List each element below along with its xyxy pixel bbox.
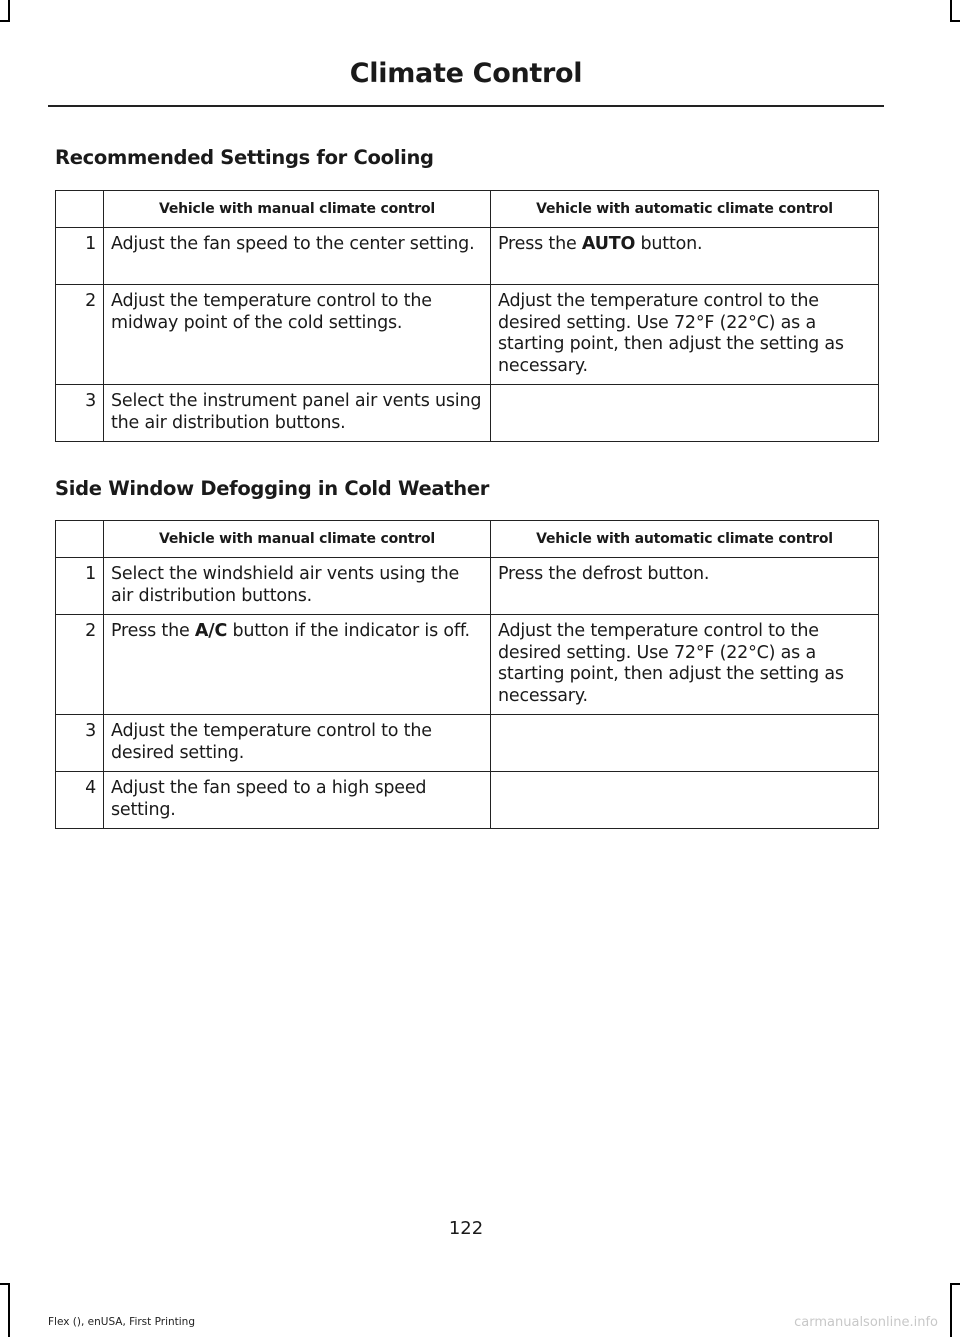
manual-step: Adjust the temperature control to the desired setting. (104, 715, 491, 772)
row-number: 1 (56, 228, 104, 285)
crop-mark (0, 1283, 10, 1285)
section-title-cooling: Recommended Settings for Cooling (55, 146, 434, 169)
crop-mark (950, 0, 952, 22)
row-number: 4 (56, 772, 104, 829)
table-row (56, 385, 879, 442)
row-number: 2 (56, 285, 104, 385)
page-number: 122 (448, 1218, 484, 1239)
manual-step: Adjust the temperature control to the midway point of the cold settings. (104, 285, 491, 385)
column-header-manual: Vehicle with manual climate control (104, 521, 491, 558)
table-row (56, 558, 879, 615)
watermark: carmanualsonline.info (794, 1315, 938, 1330)
manual-step: Select the windshield air vents using the air distribution buttons. (104, 558, 491, 615)
table-row (56, 285, 879, 385)
table-header-row (56, 191, 879, 228)
row-number: 1 (56, 558, 104, 615)
automatic-step (491, 715, 879, 772)
crop-mark (950, 20, 960, 22)
row-number: 3 (56, 385, 104, 442)
table-row (56, 772, 879, 829)
manual-step: Adjust the fan speed to the center setting. (104, 228, 491, 285)
manual-step: Select the instrument panel air vents using the air distribution buttons. (104, 385, 491, 442)
column-header (56, 191, 104, 228)
column-header (56, 521, 104, 558)
auto-button-label: AUTO (581, 234, 636, 254)
crop-mark (0, 20, 10, 22)
section-title-defog: Side Window Defogging in Cold Weather (55, 477, 490, 500)
column-header-manual: Vehicle with manual climate control (104, 191, 491, 228)
table-row (56, 228, 879, 285)
step-text: button. (635, 234, 703, 254)
manual-step: Adjust the fan speed to a high speed setting. (104, 772, 491, 829)
row-number: 3 (56, 715, 104, 772)
step-text: Press the (498, 234, 582, 254)
cooling-settings-table (55, 190, 879, 442)
crop-mark (8, 1283, 10, 1337)
column-header-automatic: Vehicle with automatic climate control (491, 521, 879, 558)
column-header-automatic: Vehicle with automatic climate control (491, 191, 879, 228)
step-text: button if the indicator is off. (227, 621, 470, 641)
crop-mark (950, 1283, 960, 1285)
step-text: Press the (111, 621, 195, 641)
automatic-step (491, 228, 879, 285)
crop-mark (950, 1283, 952, 1337)
ac-button-label: A/C (194, 621, 228, 641)
manual-step (104, 615, 491, 715)
automatic-step: Press the defrost button. (491, 558, 879, 615)
page-header-title: Climate Control (349, 58, 583, 89)
automatic-step (491, 385, 879, 442)
automatic-step: Adjust the temperature control to the desired setting. Use 72°F (22°C) as a starting point, then adjust the setting as necessary. (491, 615, 879, 715)
table-header-row (56, 521, 879, 558)
table-row (56, 615, 879, 715)
automatic-step: Adjust the temperature control to the desired setting. Use 72°F (22°C) as a starting point, then adjust the setting as necessary. (491, 285, 879, 385)
footer-note: Flex (), enUSA, First Printing (48, 1316, 195, 1328)
crop-mark (8, 0, 10, 22)
row-number: 2 (56, 615, 104, 715)
table-row (56, 715, 879, 772)
header-rule (48, 105, 884, 107)
defog-settings-table (55, 520, 879, 829)
automatic-step (491, 772, 879, 829)
